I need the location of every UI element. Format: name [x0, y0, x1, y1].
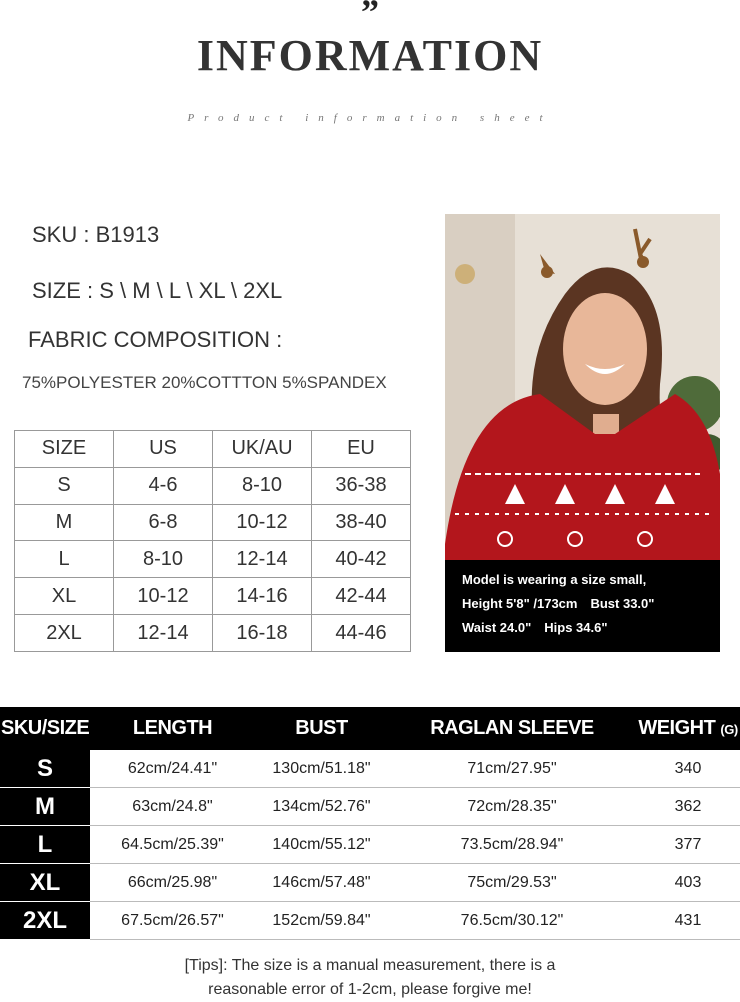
table-cell: S	[15, 467, 114, 504]
table-row	[15, 615, 411, 652]
size-cell: M	[0, 788, 90, 826]
table-cell: 14-16	[213, 578, 312, 615]
table-header-cell: US	[114, 431, 213, 468]
table-cell: 12-14	[114, 615, 213, 652]
table-cell: 6-8	[114, 504, 213, 541]
table-row	[0, 902, 740, 940]
table-cell: 63cm/24.8"	[90, 788, 255, 826]
table-row	[0, 826, 740, 864]
measurement-table	[0, 707, 740, 940]
page-title: INFORMATION	[196, 31, 544, 80]
table-cell: 64.5cm/25.39"	[90, 826, 255, 864]
table-cell: M	[15, 504, 114, 541]
quote-mark: ”	[361, 0, 379, 32]
page-subtitle: Product information sheet	[187, 112, 553, 124]
model-caption	[445, 560, 720, 652]
table-row	[15, 541, 411, 578]
table-header-cell: SKU/SIZE	[0, 707, 90, 750]
table-header-cell: EU	[312, 431, 411, 468]
table-cell: 62cm/24.41"	[90, 750, 255, 788]
table-cell: 75cm/29.53"	[388, 864, 636, 902]
size-cell: XL	[0, 864, 90, 902]
table-header-row	[0, 707, 740, 750]
sku-label: SKU : B1913	[32, 222, 160, 247]
table-cell: 130cm/51.18"	[255, 750, 388, 788]
table-header-row	[15, 431, 411, 468]
table-cell: 66cm/25.98"	[90, 864, 255, 902]
table-row	[0, 750, 740, 788]
table-cell: 8-10	[213, 467, 312, 504]
table-row	[15, 578, 411, 615]
table-cell: 377	[636, 826, 740, 864]
table-cell: 71cm/27.95"	[388, 750, 636, 788]
table-header-cell: SIZE	[15, 431, 114, 468]
table-row	[15, 504, 411, 541]
table-cell: 134cm/52.76"	[255, 788, 388, 826]
size-list: SIZE : S \ M \ L \ XL \ 2XL	[32, 278, 283, 303]
size-conversion-table	[14, 430, 411, 652]
table-cell: L	[15, 541, 114, 578]
table-cell: 38-40	[312, 504, 411, 541]
table-cell: 362	[636, 788, 740, 826]
table-cell: 8-10	[114, 541, 213, 578]
table-cell: 152cm/59.84"	[255, 902, 388, 940]
model-caption-line: Model is wearing a size small,	[462, 572, 647, 587]
table-header-cell: UK/AU	[213, 431, 312, 468]
fabric-heading: FABRIC COMPOSITION :	[28, 327, 283, 352]
table-cell: XL	[15, 578, 114, 615]
table-cell: 10-12	[114, 578, 213, 615]
size-cell: S	[0, 750, 90, 788]
table-cell: 340	[636, 750, 740, 788]
table-cell: 40-42	[312, 541, 411, 578]
table-header-cell: RAGLAN SLEEVE	[388, 707, 636, 750]
table-row	[0, 864, 740, 902]
table-header-cell	[636, 707, 740, 750]
table-row	[0, 788, 740, 826]
tips-line: reasonable error of 1-2cm, please forgive me!	[208, 981, 532, 998]
weight-header: WEIGHT	[638, 717, 716, 739]
table-cell: 140cm/55.12"	[255, 826, 388, 864]
model-caption-line: Waist 24.0" Hips 34.6"	[462, 620, 608, 635]
table-cell: 403	[636, 864, 740, 902]
table-row	[15, 467, 411, 504]
table-cell: 16-18	[213, 615, 312, 652]
table-cell: 146cm/57.48"	[255, 864, 388, 902]
table-cell: 67.5cm/26.57"	[90, 902, 255, 940]
table-cell: 4-6	[114, 467, 213, 504]
table-cell: 431	[636, 902, 740, 940]
tips-line: [Tips]: The size is a manual measurement, there is a	[184, 957, 556, 974]
fabric-composition: 75%POLYESTER 20%COTTTON 5%SPANDEX	[22, 373, 387, 392]
tips-note	[0, 954, 740, 1002]
size-cell: L	[0, 826, 90, 864]
table-cell: 2XL	[15, 615, 114, 652]
table-header-cell: BUST	[255, 707, 388, 750]
model-caption-line: Height 5'8" /173cm Bust 33.0"	[462, 596, 655, 611]
table-cell: 10-12	[213, 504, 312, 541]
table-cell: 42-44	[312, 578, 411, 615]
table-cell: 73.5cm/28.94"	[388, 826, 636, 864]
table-cell: 44-46	[312, 615, 411, 652]
table-cell: 76.5cm/30.12"	[388, 902, 636, 940]
size-cell: 2XL	[0, 902, 90, 940]
table-header-cell: LENGTH	[90, 707, 255, 750]
weight-unit: (G)	[720, 722, 738, 737]
table-cell: 12-14	[213, 541, 312, 578]
table-cell: 72cm/28.35"	[388, 788, 636, 826]
table-cell: 36-38	[312, 467, 411, 504]
